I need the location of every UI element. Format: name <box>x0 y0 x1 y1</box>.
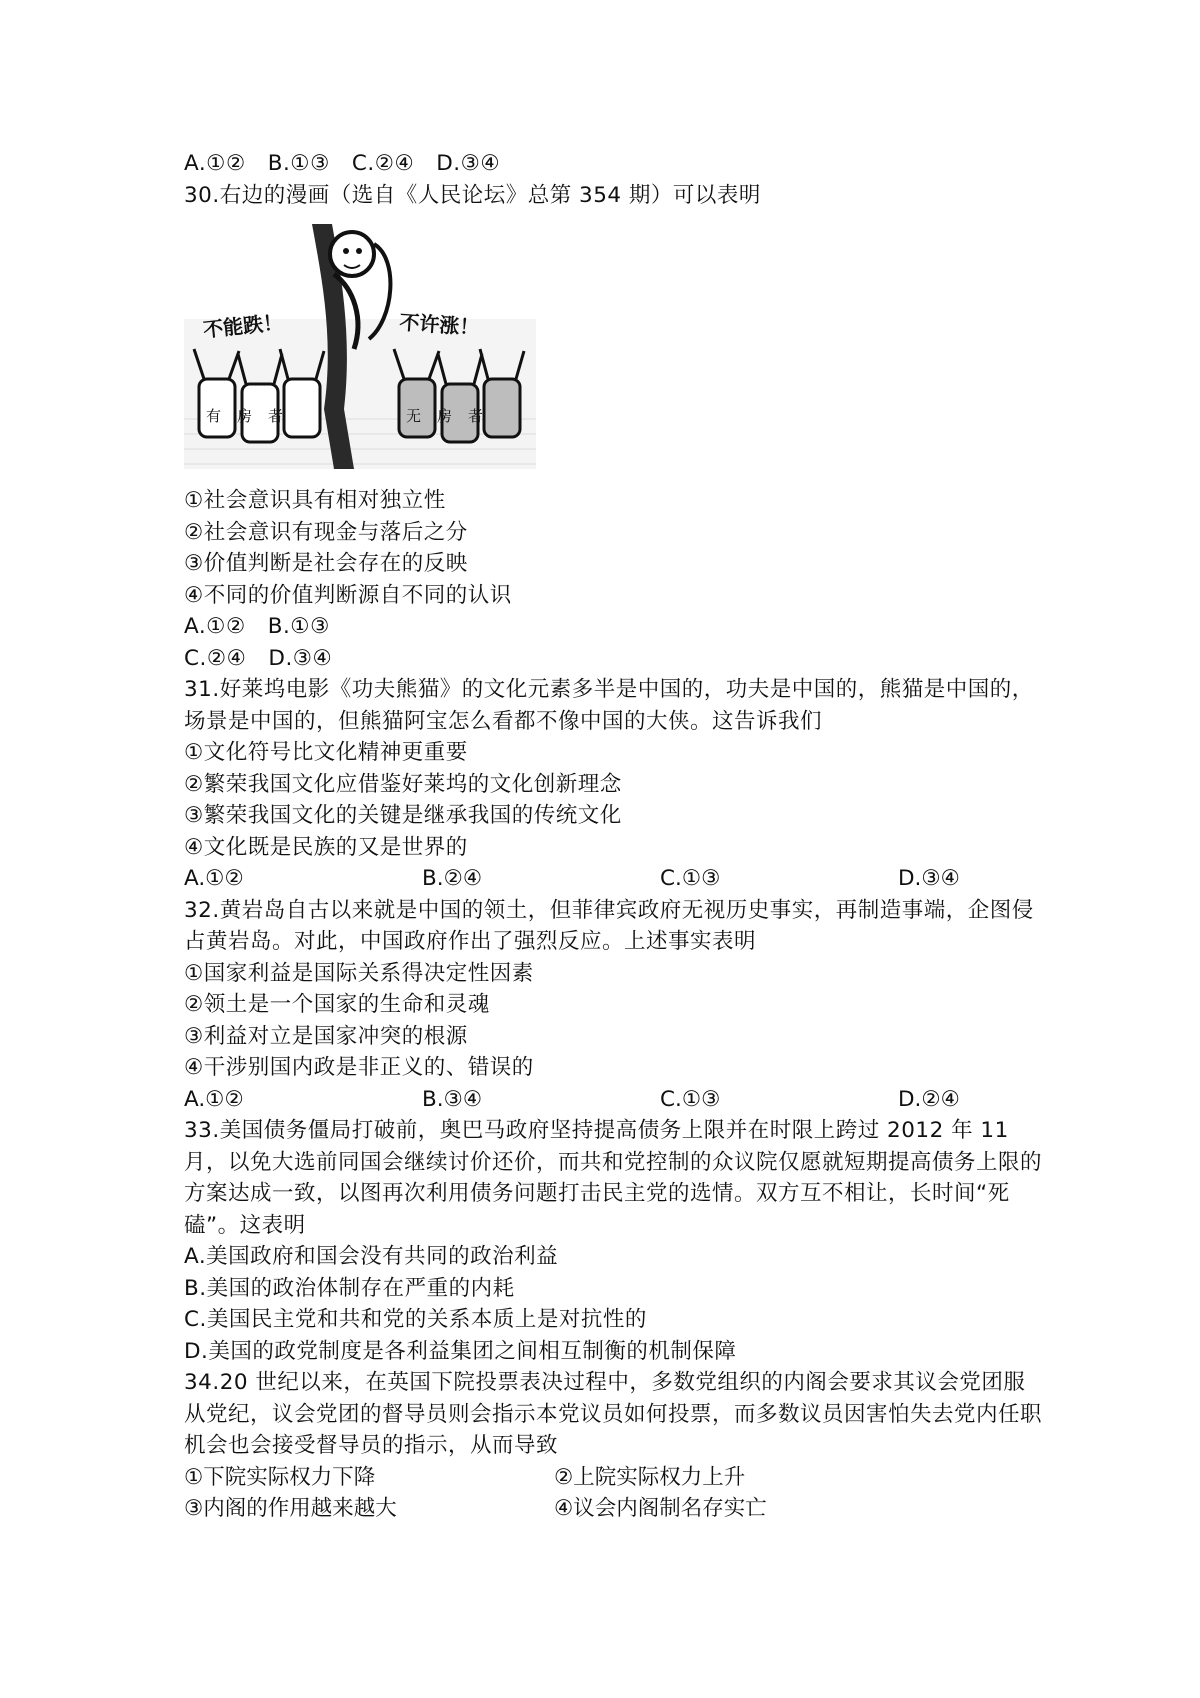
q31-item: ①文化符号比文化精神更重要 <box>184 740 468 765</box>
cartoon-right-slogan: 不许涨！ <box>398 310 481 340</box>
q32-item: ④干涉别国内政是非正义的、错误的 <box>184 1055 534 1080</box>
exam-page <box>184 148 1044 1525</box>
q30-item: ③价值判断是社会存在的反映 <box>184 551 468 576</box>
q32-option-b: B.③④ <box>422 1086 483 1112</box>
q32-option-a: A.①② <box>184 1086 244 1112</box>
q32-option-c: C.①③ <box>660 1086 721 1112</box>
q31-item: ④文化既是民族的又是世界的 <box>184 834 468 860</box>
q31-item: ③繁荣我国文化的关键是继承我国的传统文化 <box>184 803 622 828</box>
q30-item: ②社会意识有现金与落后之分 <box>184 519 468 545</box>
q30-options-line1: A.①② B.①③ <box>184 614 330 639</box>
q34-item: ③内阁的作用越来越大 <box>184 1496 397 1521</box>
q32-item: ③利益对立是国家冲突的根源 <box>184 1023 468 1049</box>
q30-stem: 30.右边的漫画（选自《人民论坛》总第 354 期）可以表明 <box>184 182 761 208</box>
q33-option-d: D.美国的政党制度是各利益集团之间相互制衡的机制保障 <box>184 1338 737 1364</box>
q30-item: ①社会意识具有相对独立性 <box>184 488 446 513</box>
q31-item: ②繁荣我国文化应借鉴好莱坞的文化创新理念 <box>184 771 622 797</box>
q32-item: ②领土是一个国家的生命和灵魂 <box>184 992 490 1017</box>
q31-options <box>184 863 1044 895</box>
q33-option-c: C.美国民主党和共和党的关系本质上是对抗性的 <box>184 1307 647 1332</box>
q33-stem: 33.美国债务僵局打破前，奥巴马政府坚持提高债务上限并在时限上跨过 2012 年 11 月，以免大选前同国会继续讨价还价，而共和党控制的众议院仅愿就短期提高债务上限的方案达成一致，以图再次利用债务问题打击民主党的选情。双方互不相让，长时间“死磕”。这表明 <box>184 1118 1043 1238</box>
q29-options: A.①② B.①③ C.②④ D.③④ <box>184 151 501 176</box>
q31-option-c: C.①③ <box>660 866 721 891</box>
q32-stem: 32.黄岩岛自古以来就是中国的领土，但菲律宾政府无视历史事实，再制造事端，企图侵占黄岩岛。对此，中国政府作出了强烈反应。上述事实表明 <box>184 897 1034 954</box>
q30-item: ④不同的价值判断源自不同的认识 <box>184 582 512 608</box>
q31-option-d: D.③④ <box>898 866 960 891</box>
q31-stem: 31.好莱坞电影《功夫熊猫》的文化元素多半是中国的，功夫是中国的，熊猫是中国的，场景是中国的，但熊猫阿宝怎么看都不像中国的大侠。这告诉我们 <box>184 677 1034 734</box>
q34-item: ④议会内阁制名存实亡 <box>554 1496 767 1521</box>
q34-items-row2 <box>184 1493 1044 1525</box>
q30-options-line2: C.②④ D.③④ <box>184 645 333 671</box>
q31-option-b: B.②④ <box>422 866 483 891</box>
cartoon-left-label: 有房者 <box>206 407 300 425</box>
q32-item: ①国家利益是国际关系得决定性因素 <box>184 960 534 986</box>
cartoon-right-label: 无房者 <box>406 407 500 425</box>
q32-option-d: D.②④ <box>898 1086 960 1112</box>
q34-items-row1 <box>184 1462 1044 1494</box>
cartoon-left-slogan: 不能跌！ <box>202 309 285 342</box>
q31-option-a: A.①② <box>184 866 244 891</box>
q33-option-a: A.美国政府和国会没有共同的政治利益 <box>184 1244 559 1269</box>
q34-item: ①下院实际权力下降 <box>184 1464 376 1490</box>
q33-option-b: B.美国的政治体制存在严重的内耗 <box>184 1275 515 1301</box>
q34-item: ②上院实际权力上升 <box>554 1464 746 1490</box>
q30-cartoon-image <box>184 219 536 469</box>
q32-options <box>184 1084 1044 1116</box>
q34-stem: 34.20 世纪以来，在英国下院投票表决过程中，多数党组织的内阁会要求其议会党团服从党纪，议会党团的督导员则会指示本党议员如何投票，而多数议员因害怕失去党内任职机会也会接受督导员的指示，从而导致 <box>184 1370 1043 1458</box>
